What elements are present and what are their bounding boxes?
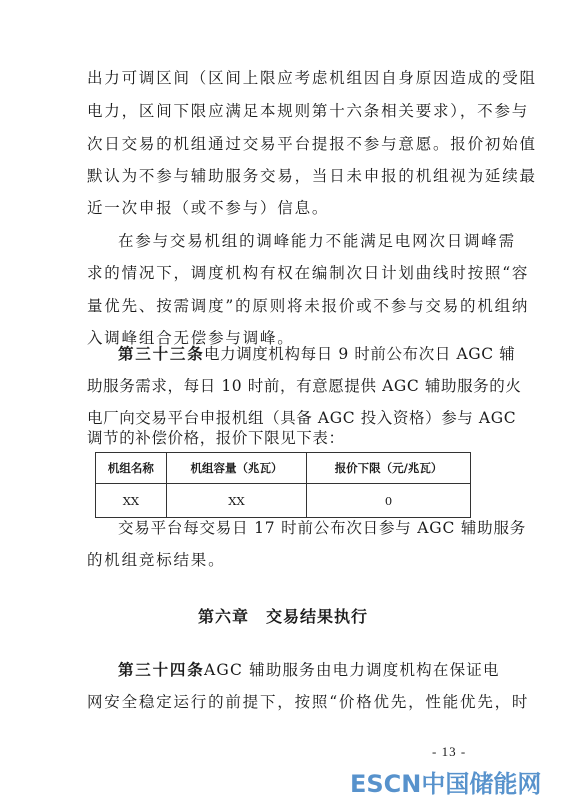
- body-line: 在参与交易机组的调峰能力不能满足电网次日调峰需: [118, 232, 516, 250]
- column-header-unit-name: 机组名称: [96, 453, 167, 484]
- cell-price-floor: 0: [307, 484, 471, 518]
- article-33-line: 电力调度机构每日 9 时前公布次日 AGC 辅: [204, 345, 516, 363]
- body-line: 近一次申报（或不参与）信息。: [87, 199, 330, 217]
- body-line: 次日交易的机组通过交易平台提报不参与意愿。报价初始值: [87, 135, 537, 153]
- body-line: 电力，区间下限应满足本规则第十六条相关要求），不参与: [87, 102, 530, 120]
- body-line: 默认为不参与辅助服务交易，当日未申报的机组视为延续最: [87, 167, 537, 185]
- body-line: 量优先、按需调度”的原则将未报价或不参与交易的机组纳: [87, 297, 530, 315]
- table-header-row: [96, 453, 471, 484]
- cell-capacity: XX: [166, 484, 306, 518]
- cell-unit-name: XX: [96, 484, 167, 518]
- table-row: [96, 484, 471, 518]
- watermark-logo: ESCN中国储能网: [350, 770, 542, 798]
- bid-price-table: [95, 452, 471, 518]
- article-34-line: 网安全稳定运行的前提下，按照“价格优先，性能优先，时: [87, 693, 530, 711]
- body-line: 求的情况下，调度机构有权在编制次日计划曲线时按照“容: [87, 264, 530, 282]
- article-34-label: 第三十四条: [118, 660, 205, 679]
- body-line: 出力可调区间（区间上限应考虑机组因自身原因造成的受阻: [87, 69, 537, 87]
- article-33-line: 助服务需求，每日 10 时前，有意愿提供 AGC 辅助服务的火: [87, 377, 522, 395]
- body-line: 交易平台每交易日 17 时前公布次日参与 AGC 辅助服务: [118, 519, 527, 537]
- column-header-capacity: 机组容量（兆瓦）: [166, 453, 306, 484]
- article-33-label: 第三十三条: [118, 344, 205, 363]
- body-line: 的机组竞标结果。: [87, 551, 226, 569]
- article-33-line: 调节的补偿价格，报价下限见下表：: [87, 429, 345, 447]
- column-header-price-floor: 报价下限（元/兆瓦）: [307, 453, 471, 484]
- page-number: - 13 -: [432, 744, 467, 759]
- body-line: 入调峰组合无偿参与调峰。: [87, 329, 295, 347]
- chapter-heading: 第六章 交易结果执行: [197, 607, 368, 626]
- article-33-line: 电厂向交易平台申报机组（具备 AGC 投入资格）参与 AGC: [87, 409, 517, 427]
- article-34-line: AGC 辅助服务由电力调度机构在保证电: [204, 661, 500, 679]
